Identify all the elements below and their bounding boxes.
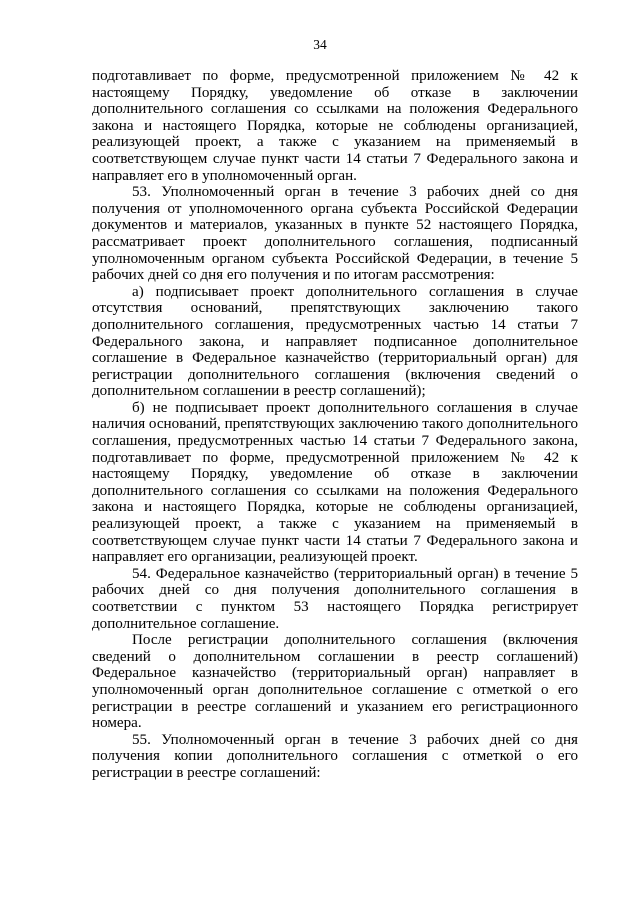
paragraph-continuation: подготавливает по форме, предусмотренной приложением № 42 к настоящему Порядку, уведомление об отказе в заключении дополнительного соглашения со ссылками на положения Федерального закона и настоящего Порядка, которые не соблюдены организацией, реализующей проект, а также с указанием на применяемый в соответствующем случае пункт части 14 статьи 7 Федерального закона и направляет его в уполномоченный орган. bbox=[92, 68, 578, 184]
paragraph-clause-54: 54. Федеральное казначейство (территориальный орган) в течение 5 рабочих дней со дня получения дополнительного соглашения в соответствии с пунктом 53 настоящего Порядка регистрирует дополнительное соглашение. bbox=[92, 565, 578, 632]
paragraph-clause-53-a: а) подписывает проект дополнительного соглашения в случае отсутствия оснований, препятствующих заключению такого дополнительного соглашения, предусмотренных частью 14 статьи 7 Федерального закона, и направляет подписанное дополнительное соглашение в Федеральное казначейство (территориальный орган) для регистрации дополнительного соглашения (включения сведений о дополнительном соглашении в реестр соглашений); bbox=[92, 283, 578, 400]
page-number: 34 bbox=[313, 37, 327, 52]
paragraph-clause-53: 53. Уполномоченный орган в течение 3 рабочих дней со дня получения от уполномоченного органа субъекта Российской Федерации документов и материалов, указанных в пункте 52 настоящего Порядка, рассматривает проект дополнительного соглашения, подписанный уполномоченным органом субъекта Российской Федерации, в течение 5 рабочих дней со дня его получения и по итогам рассмотрения: bbox=[92, 184, 578, 284]
document-body bbox=[92, 68, 578, 782]
paragraph-clause-53-b: б) не подписывает проект дополнительного соглашения в случае наличия оснований, препятствующих заключению такого дополнительного соглашения, предусмотренных частью 14 статьи 7 Федерального закона, подготавливает по форме, предусмотренной приложением № 42 к настоящему Порядку, уведомление об отказе в заключении дополнительного соглашения со ссылками на положения Федерального закона и настоящего Порядка, которые не соблюдены организацией, реализующей проект, а также с указанием на применяемый в соответствующем случае пункт части 14 статьи 7 Федерального закона и направляет его организации, реализующей проект. bbox=[92, 399, 578, 566]
paragraph-clause-54-registration: После регистрации дополнительного соглашения (включения сведений о дополнительном соглашении в реестр соглашений) Федеральное казначейство (территориальный орган) направляет в уполномоченный орган дополнительное соглашение с отметкой о его регистрации в реестре соглашений и указанием его регистрационного номера. bbox=[92, 632, 578, 732]
paragraph-clause-55: 55. Уполномоченный орган в течение 3 рабочих дней со дня получения копии дополнительного соглашения с отметкой о его регистрации в реестре соглашений: bbox=[92, 731, 578, 781]
